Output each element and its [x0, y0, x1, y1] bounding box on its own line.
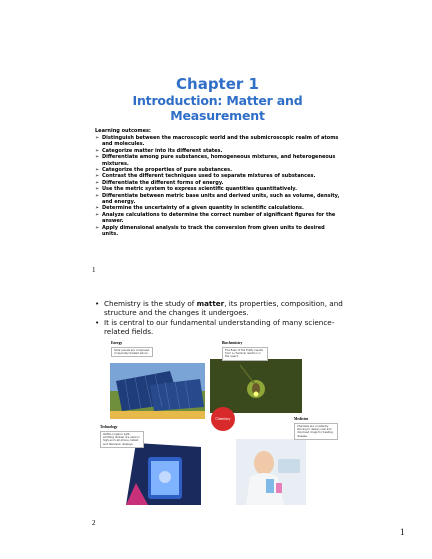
biochemistry-caption: The flash of the firefly results from a chemical reaction in the insect.: [222, 347, 268, 361]
slide-1: [95, 76, 340, 238]
page-number: 1: [400, 527, 405, 537]
outcome-item: [95, 225, 340, 238]
bullet-item: [94, 299, 344, 317]
energy-panel: [110, 341, 205, 419]
outcome-text: Apply dimensional analysis to track the conversion from given units to desired units.: [102, 224, 325, 238]
chapter-title: Chapter 1: [176, 75, 259, 93]
arrow-bullet-icon: ➢: [95, 167, 100, 174]
outcome-text: Differentiate between metric base units and derived units, such as volume, density, and energy.: [102, 192, 340, 206]
outcome-text: Contrast the different techniques used to separate mixtures of substances.: [102, 173, 316, 180]
slide-2-number: 2: [92, 519, 96, 527]
chemistry-central-science-figure: [88, 335, 340, 505]
chemistry-hub: Chemistry: [211, 407, 235, 431]
bullet-text: It is central to our fundamental understanding of many science-related fields.: [104, 318, 335, 336]
outcome-item: [95, 135, 340, 148]
outcome-item: [95, 212, 340, 225]
medicine-label: Medicine: [294, 417, 309, 421]
outcome-item: [95, 154, 340, 167]
energy-label: Energy: [111, 341, 123, 345]
biochemistry-label: Biochemistry: [222, 341, 243, 345]
arrow-bullet-icon: ➢: [95, 135, 100, 141]
arrow-bullet-icon: ➢: [95, 205, 100, 212]
bullet-dot-icon: •: [95, 318, 100, 327]
outcome-item: [95, 193, 340, 206]
bullet-dot-icon: •: [95, 299, 100, 308]
bullet-item: [94, 318, 344, 336]
chapter-subtitle: Introduction: Matter and Measurement: [132, 93, 303, 123]
arrow-bullet-icon: ➢: [95, 154, 100, 161]
arrow-bullet-icon: ➢: [95, 179, 100, 186]
outcomes-list: [95, 135, 340, 238]
biochemistry-panel: [210, 341, 302, 413]
outcome-text: Differentiate among pure substances, homogeneous mixtures, and heterogeneous mixtures.: [102, 154, 336, 167]
technology-panel: [96, 423, 201, 505]
bullet-text-pre: Chemistry is the study of: [104, 299, 197, 308]
arrow-bullet-icon: ➢: [95, 224, 100, 231]
outcome-text: Differentiate the different forms of energy.: [102, 179, 224, 186]
outcome-text: Use the metric system to express scientific quantities quantitatively.: [102, 186, 297, 193]
arrow-bullet-icon: ➢: [95, 186, 100, 193]
arrow-bullet-icon: ➢: [95, 192, 100, 199]
slide-1-number: 1: [92, 266, 96, 274]
bullet-emphasis: matter: [196, 299, 225, 308]
outcome-text: Determine the uncertainty of a given quantity in scientific calculations.: [102, 205, 304, 212]
outcome-text: Distinguish between the macroscopic world and the submicroscopic realm of atoms and molecules.: [102, 135, 339, 148]
outcome-text: Categorize the properties of pure substances.: [102, 167, 233, 174]
energy-caption: Solar panels are composed of specially treated silicon.: [111, 347, 153, 357]
medicine-caption: Chemists are constantly striving to design new and improved drugs for treating disease.: [294, 423, 338, 440]
technology-caption: OLEDs (organic light-emitting diodes) are used in high-end cell phone, tablet, and television displays.: [100, 431, 144, 448]
technology-label: Technology: [100, 425, 118, 429]
outcome-text: Categorize matter into its different states.: [102, 147, 223, 154]
arrow-bullet-icon: ➢: [95, 173, 100, 180]
arrow-bullet-icon: ➢: [95, 147, 100, 154]
outcomes-heading: Learning outcomes:: [95, 128, 151, 134]
slide-2-bullets: [94, 299, 344, 337]
arrow-bullet-icon: ➢: [95, 211, 100, 218]
medicine-panel: [236, 413, 340, 505]
bullet-text-post: , its properties, composition, and structure and the changes it undergoes.: [104, 299, 343, 317]
outcome-text: Analyze calculations to determine the correct number of significant figures for the answer.: [102, 211, 336, 225]
